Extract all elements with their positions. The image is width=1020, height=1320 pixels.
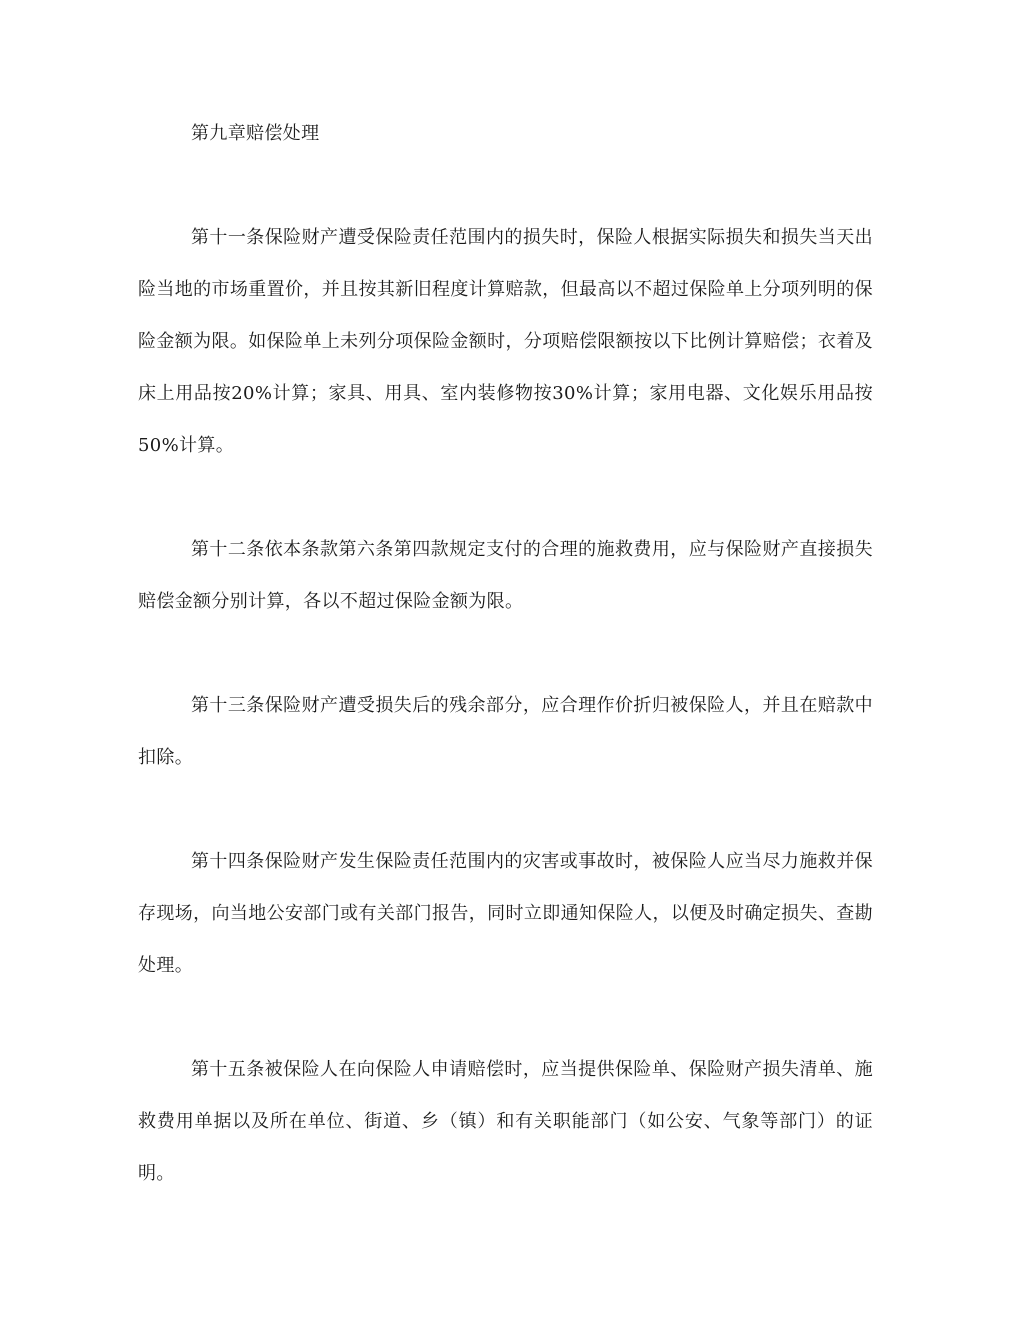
article-11: 第十一条保险财产遭受保险责任范围内的损失时，保险人根据实际损失和损失当天出险当地的市场重置价，并且按其新旧程度计算赔款，但最高以不超过保险单上分项列明的保险金额为限。如保险单上未列分项保险金额时，分项赔偿限额按以下比例计算赔偿；衣着及床上用品按20%计算；家具、用具、室内装修物按30%计算；家用电器、文化娱乐用品按50%计算。 xyxy=(138,227,873,456)
chapter-heading: 第九章赔偿处理 xyxy=(191,123,320,144)
article-13: 第十三条保险财产遭受损失后的残余部分，应合理作价折归被保险人，并且在赔款中扣除。 xyxy=(138,695,873,768)
article-14: 第十四条保险财产发生保险责任范围内的灾害或事故时，被保险人应当尽力施救并保存现场，向当地公安部门或有关部门报告，同时立即通知保险人，以便及时确定损失、查勘处理。 xyxy=(138,851,873,976)
article-12: 第十二条依本条款第六条第四款规定支付的合理的施救费用，应与保险财产直接损失赔偿金额分别计算，各以不超过保险金额为限。 xyxy=(138,539,873,612)
article-15: 第十五条被保险人在向保险人申请赔偿时，应当提供保险单、保险财产损失清单、施救费用单据以及所在单位、街道、乡（镇）和有关职能部门（如公安、气象等部门）的证明。 xyxy=(138,1059,873,1184)
